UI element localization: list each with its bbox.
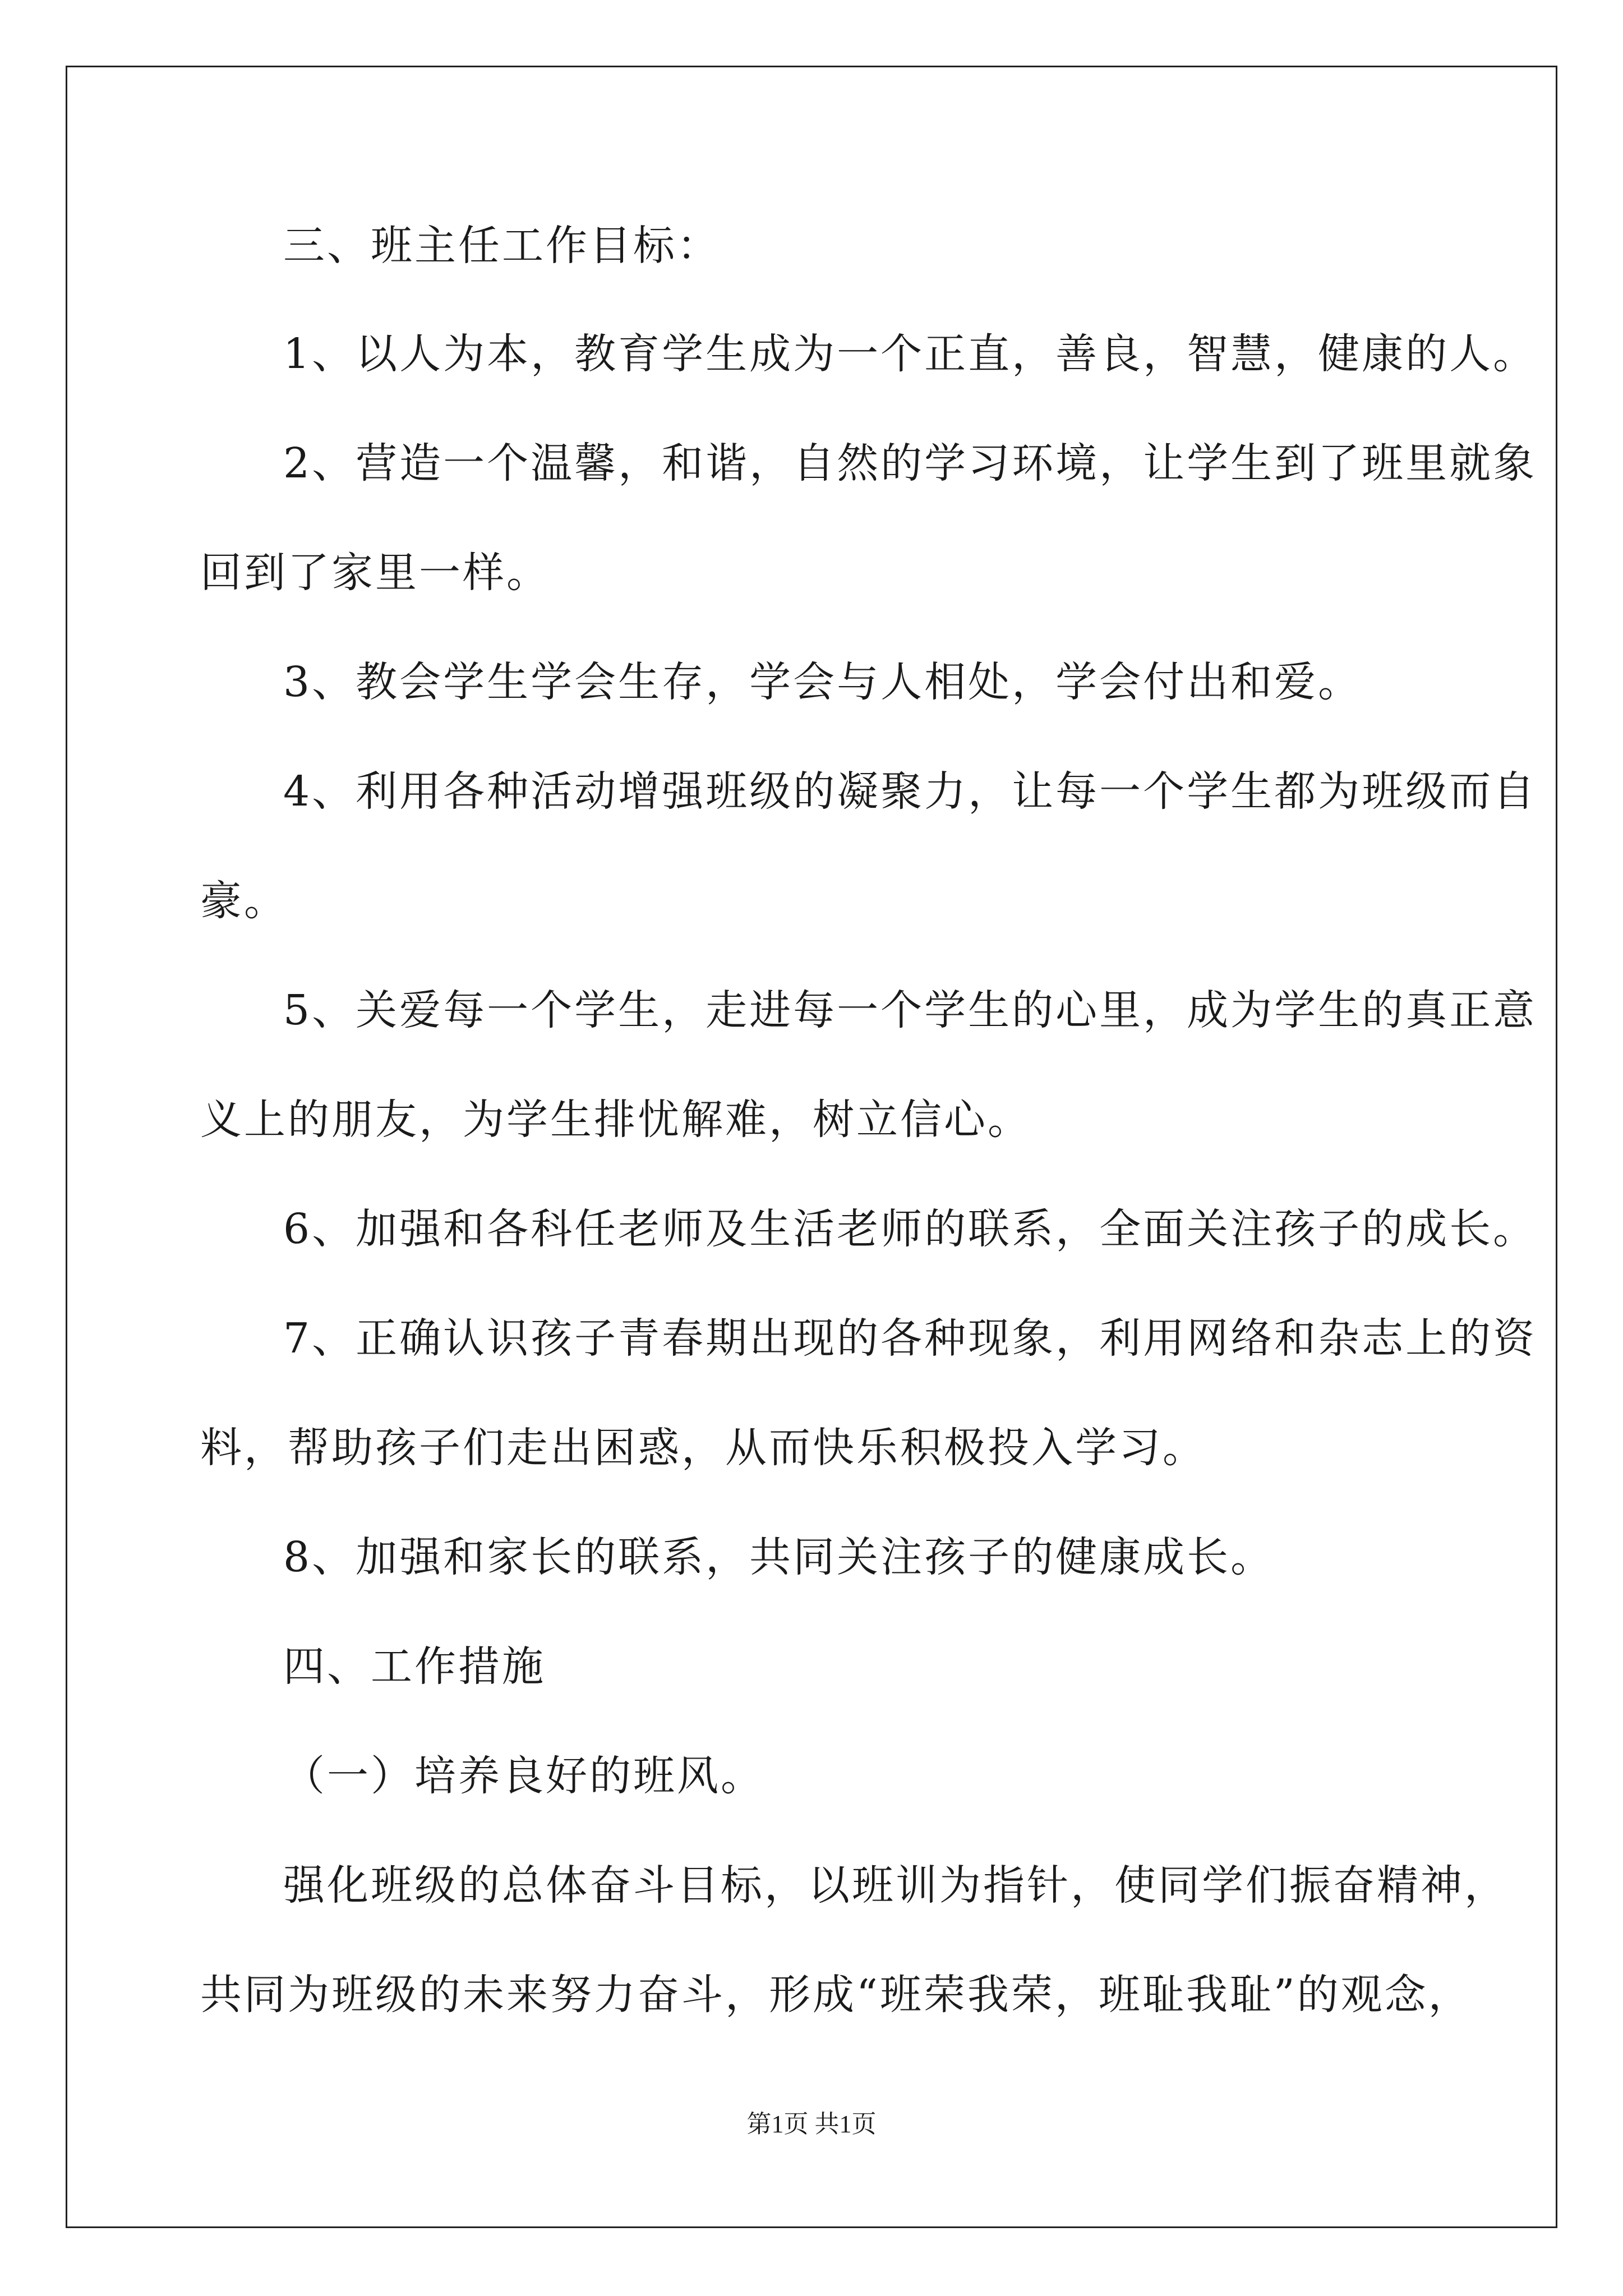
- paragraph-line-1: 强化班级的总体奋斗目标，以班训为指针，使同学们振奋精神，: [283, 1861, 1508, 1910]
- goal-item-2-line-1: 2、营造一个温馨，和谐，自然的学习环境，让学生到了班里就象: [283, 439, 1537, 487]
- goal-item-4-line-1: 4、利用各种活动增强班级的凝聚力，让每一个学生都为班级而自: [283, 767, 1537, 816]
- goal-item-1: 1、以人为本，教育学生成为一个正直，善良，智慧，健康的人。: [283, 330, 1537, 378]
- section-heading-goals: 三、班主任工作目标：: [283, 222, 721, 270]
- goal-item-6: 6、加强和各科任老师及生活老师的联系，全面关注孩子的成长。: [283, 1205, 1537, 1253]
- goal-item-8: 8、加强和家长的联系，共同关注孩子的健康成长。: [283, 1533, 1275, 1581]
- goal-item-7-line-2: 料，帮助孩子们走出困惑，从而快乐积极投入学习。: [200, 1424, 1206, 1472]
- subsection-heading-class-spirit: （一）培养良好的班风。: [283, 1752, 764, 1800]
- section-heading-measures: 四、工作措施: [283, 1642, 546, 1691]
- goal-item-3: 3、教会学生学会生存，学会与人相处，学会付出和爱。: [283, 658, 1362, 706]
- goal-item-5-line-2: 义上的朋友，为学生排忧解难，树立信心。: [200, 1096, 1031, 1144]
- page-footer: 第1页 共1页: [746, 2110, 877, 2138]
- goal-item-7-line-1: 7、正确认识孩子青春期出现的各种现象，利用网络和杂志上的资: [283, 1314, 1537, 1363]
- goal-item-5-line-1: 5、关爱每一个学生，走进每一个学生的心里，成为学生的真正意: [283, 986, 1537, 1034]
- paragraph-line-2: 共同为班级的未来努力奋斗，形成“班荣我荣，班耻我耻”的观念，: [200, 1971, 1472, 2019]
- goal-item-2-line-2: 回到了家里一样。: [200, 549, 550, 597]
- goal-item-4-line-2: 豪。: [200, 877, 288, 925]
